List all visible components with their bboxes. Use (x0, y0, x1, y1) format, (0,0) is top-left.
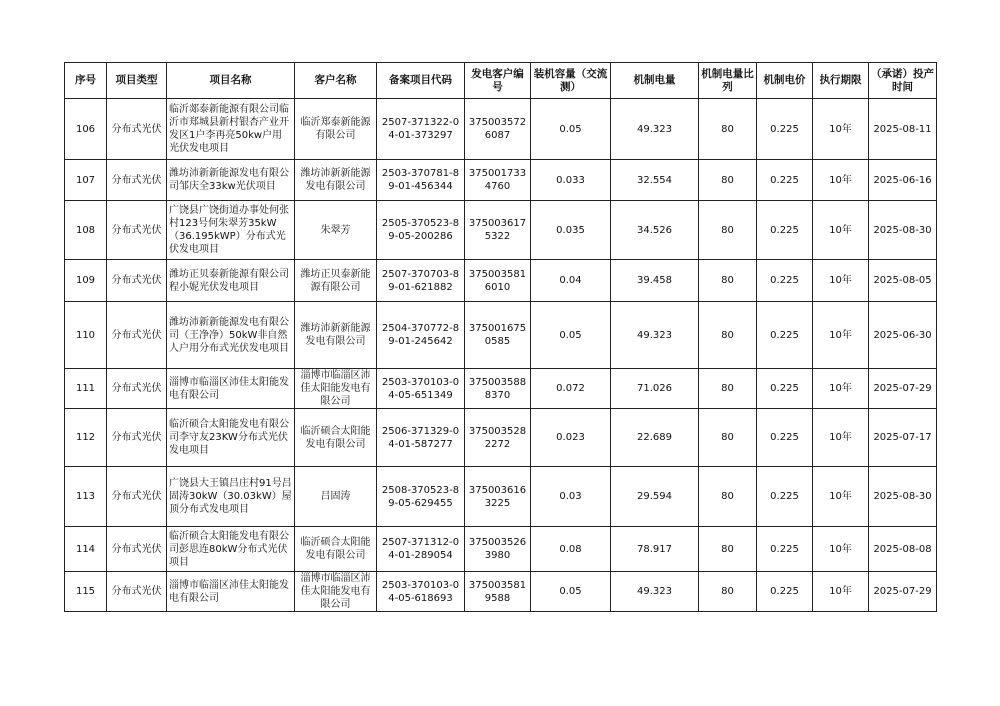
table-row (65, 527, 937, 572)
cell-customer-number: 3750035282272 (465, 409, 531, 467)
cell-no: 109 (65, 260, 107, 302)
cell-commission-date: 2025-07-29 (869, 369, 937, 409)
cell-capacity: 0.05 (531, 99, 611, 160)
cell-energy-ratio: 80 (699, 527, 757, 572)
cell-term: 10年 (813, 527, 869, 572)
cell-type: 分布式光伏 (107, 99, 167, 160)
cell-project-name: 淄博市临淄区沛佳太阳能发电有限公司 (167, 572, 295, 612)
cell-customer-name: 潍坊沛新新能源发电有限公司 (295, 302, 377, 369)
cell-energy-ratio: 80 (699, 467, 757, 527)
cell-mechanism-energy: 49.323 (611, 99, 699, 160)
cell-term: 10年 (813, 201, 869, 260)
table-row (65, 572, 937, 612)
cell-project-name: 广饶县广饶街道办事处何张村123号何朱翠芳35kW（36.195kWP）分布式光伏发电项目 (167, 201, 295, 260)
cell-project-name: 临沂郯泰新能源有限公司临沂市郑城县新村银杏产业开发区1户李再亮50kw户用光伏发电项目 (167, 99, 295, 160)
cell-type: 分布式光伏 (107, 369, 167, 409)
header-energy-ratio: 机制电量比列 (699, 63, 757, 99)
table-row (65, 99, 937, 160)
cell-customer-number: 3750035263980 (465, 527, 531, 572)
cell-project-name: 淄博市临淄区沛佳太阳能发电有限公司 (167, 369, 295, 409)
cell-project-name: 临沂硕合太阳能发电有限公司彭思连80kW分布式光伏项目 (167, 527, 295, 572)
cell-term: 10年 (813, 302, 869, 369)
cell-mechanism-price: 0.225 (757, 201, 813, 260)
cell-filing-code: 2504-370772-89-01-245642 (377, 302, 465, 369)
cell-term: 10年 (813, 369, 869, 409)
cell-project-name: 潍坊正贝泰新能源有限公司程小妮光伏发电项目 (167, 260, 295, 302)
cell-no: 111 (65, 369, 107, 409)
header-commission-date: （承诺）投产时间 (869, 63, 937, 99)
header-capacity: 装机容量（交流测） (531, 63, 611, 99)
cell-capacity: 0.08 (531, 527, 611, 572)
table-row (65, 467, 937, 527)
cell-customer-number: 3750035819588 (465, 572, 531, 612)
cell-energy-ratio: 80 (699, 572, 757, 612)
cell-mechanism-price: 0.225 (757, 369, 813, 409)
cell-customer-name: 临沂硕合太阳能发电有限公司 (295, 409, 377, 467)
header-type: 项目类型 (107, 63, 167, 99)
cell-no: 112 (65, 409, 107, 467)
cell-term: 10年 (813, 260, 869, 302)
cell-capacity: 0.072 (531, 369, 611, 409)
header-customer-name: 客户名称 (295, 63, 377, 99)
cell-commission-date: 2025-07-17 (869, 409, 937, 467)
cell-mechanism-price: 0.225 (757, 302, 813, 369)
cell-mechanism-energy: 49.323 (611, 302, 699, 369)
cell-commission-date: 2025-08-11 (869, 99, 937, 160)
cell-energy-ratio: 80 (699, 260, 757, 302)
cell-no: 106 (65, 99, 107, 160)
cell-customer-number: 3750017334760 (465, 160, 531, 201)
cell-commission-date: 2025-06-16 (869, 160, 937, 201)
cell-mechanism-energy: 29.594 (611, 467, 699, 527)
header-project-name: 项目名称 (167, 63, 295, 99)
cell-energy-ratio: 80 (699, 302, 757, 369)
table-row (65, 160, 937, 201)
cell-type: 分布式光伏 (107, 409, 167, 467)
cell-mechanism-price: 0.225 (757, 260, 813, 302)
cell-commission-date: 2025-08-30 (869, 201, 937, 260)
cell-no: 113 (65, 467, 107, 527)
cell-capacity: 0.023 (531, 409, 611, 467)
header-mechanism-price: 机制电价 (757, 63, 813, 99)
cell-no: 108 (65, 201, 107, 260)
cell-commission-date: 2025-06-30 (869, 302, 937, 369)
cell-commission-date: 2025-08-05 (869, 260, 937, 302)
cell-customer-name: 潍坊沛新新能源发电有限公司 (295, 160, 377, 201)
cell-mechanism-energy: 49.323 (611, 572, 699, 612)
cell-energy-ratio: 80 (699, 160, 757, 201)
cell-capacity: 0.05 (531, 302, 611, 369)
cell-project-name: 临沂硕合太阳能发电有限公司李守友23KW分布式光伏发电项目 (167, 409, 295, 467)
cell-project-name: 广饶县大王镇吕庄村91号吕固涛30kW（30.03kW）屋顶分布式发电项目 (167, 467, 295, 527)
cell-customer-name: 潍坊正贝泰新能源有限公司 (295, 260, 377, 302)
cell-customer-number: 3750035816010 (465, 260, 531, 302)
cell-energy-ratio: 80 (699, 99, 757, 160)
cell-customer-name: 朱翠芳 (295, 201, 377, 260)
cell-mechanism-energy: 34.526 (611, 201, 699, 260)
cell-filing-code: 2506-371329-04-01-587277 (377, 409, 465, 467)
header-customer-number: 发电客户编号 (465, 63, 531, 99)
cell-filing-code: 2505-370523-89-05-200286 (377, 201, 465, 260)
project-table (64, 62, 937, 612)
cell-type: 分布式光伏 (107, 572, 167, 612)
cell-project-name: 潍坊沛新新能源发电有限公司邹庆全33kw光伏项目 (167, 160, 295, 201)
table-body (65, 99, 937, 612)
cell-type: 分布式光伏 (107, 160, 167, 201)
header-mechanism-energy: 机制电量 (611, 63, 699, 99)
cell-mechanism-price: 0.225 (757, 409, 813, 467)
cell-customer-name: 淄博市临淄区沛佳太阳能发电有限公司 (295, 572, 377, 612)
header-term: 执行期限 (813, 63, 869, 99)
cell-mechanism-price: 0.225 (757, 572, 813, 612)
cell-capacity: 0.05 (531, 572, 611, 612)
cell-capacity: 0.03 (531, 467, 611, 527)
cell-filing-code: 2507-370703-89-01-621882 (377, 260, 465, 302)
cell-no: 107 (65, 160, 107, 201)
cell-term: 10年 (813, 409, 869, 467)
cell-filing-code: 2503-370103-04-05-618693 (377, 572, 465, 612)
table-row (65, 302, 937, 369)
cell-customer-name: 吕固涛 (295, 467, 377, 527)
cell-no: 114 (65, 527, 107, 572)
cell-type: 分布式光伏 (107, 260, 167, 302)
cell-term: 10年 (813, 160, 869, 201)
header-no: 序号 (65, 63, 107, 99)
cell-mechanism-price: 0.225 (757, 160, 813, 201)
table-row (65, 409, 937, 467)
table-row (65, 260, 937, 302)
table-row (65, 201, 937, 260)
cell-capacity: 0.033 (531, 160, 611, 201)
cell-customer-name: 淄博市临淄区沛佳太阳能发电有限公司 (295, 369, 377, 409)
cell-filing-code: 2507-371312-04-01-289054 (377, 527, 465, 572)
cell-energy-ratio: 80 (699, 201, 757, 260)
cell-customer-name: 临沂硕合太阳能发电有限公司 (295, 527, 377, 572)
cell-type: 分布式光伏 (107, 302, 167, 369)
cell-filing-code: 2503-370103-04-05-651349 (377, 369, 465, 409)
cell-filing-code: 2507-371322-04-01-373297 (377, 99, 465, 160)
cell-customer-number: 3750016750585 (465, 302, 531, 369)
cell-mechanism-price: 0.225 (757, 467, 813, 527)
cell-project-name: 潍坊沛新新能源发电有限公司（王净净）50kW非自然人户用分布式光伏发电项目 (167, 302, 295, 369)
cell-term: 10年 (813, 99, 869, 160)
cell-customer-number: 3750036175322 (465, 201, 531, 260)
cell-customer-number: 3750036163225 (465, 467, 531, 527)
cell-no: 115 (65, 572, 107, 612)
cell-commission-date: 2025-08-08 (869, 527, 937, 572)
cell-mechanism-energy: 22.689 (611, 409, 699, 467)
cell-mechanism-energy: 71.026 (611, 369, 699, 409)
cell-mechanism-energy: 39.458 (611, 260, 699, 302)
cell-energy-ratio: 80 (699, 409, 757, 467)
cell-customer-number: 3750035726087 (465, 99, 531, 160)
table-header-row (65, 63, 937, 99)
cell-mechanism-price: 0.225 (757, 99, 813, 160)
header-filing-code: 备案项目代码 (377, 63, 465, 99)
cell-mechanism-price: 0.225 (757, 527, 813, 572)
cell-filing-code: 2508-370523-89-05-629455 (377, 467, 465, 527)
table-row (65, 369, 937, 409)
cell-commission-date: 2025-07-29 (869, 572, 937, 612)
cell-no: 110 (65, 302, 107, 369)
cell-customer-name: 临沂郑泰新能源有限公司 (295, 99, 377, 160)
cell-mechanism-energy: 32.554 (611, 160, 699, 201)
cell-commission-date: 2025-08-30 (869, 467, 937, 527)
cell-mechanism-energy: 78.917 (611, 527, 699, 572)
cell-customer-number: 3750035888370 (465, 369, 531, 409)
cell-energy-ratio: 80 (699, 369, 757, 409)
cell-term: 10年 (813, 572, 869, 612)
cell-capacity: 0.04 (531, 260, 611, 302)
cell-term: 10年 (813, 467, 869, 527)
cell-type: 分布式光伏 (107, 527, 167, 572)
cell-filing-code: 2503-370781-89-01-456344 (377, 160, 465, 201)
cell-capacity: 0.035 (531, 201, 611, 260)
cell-type: 分布式光伏 (107, 201, 167, 260)
cell-type: 分布式光伏 (107, 467, 167, 527)
